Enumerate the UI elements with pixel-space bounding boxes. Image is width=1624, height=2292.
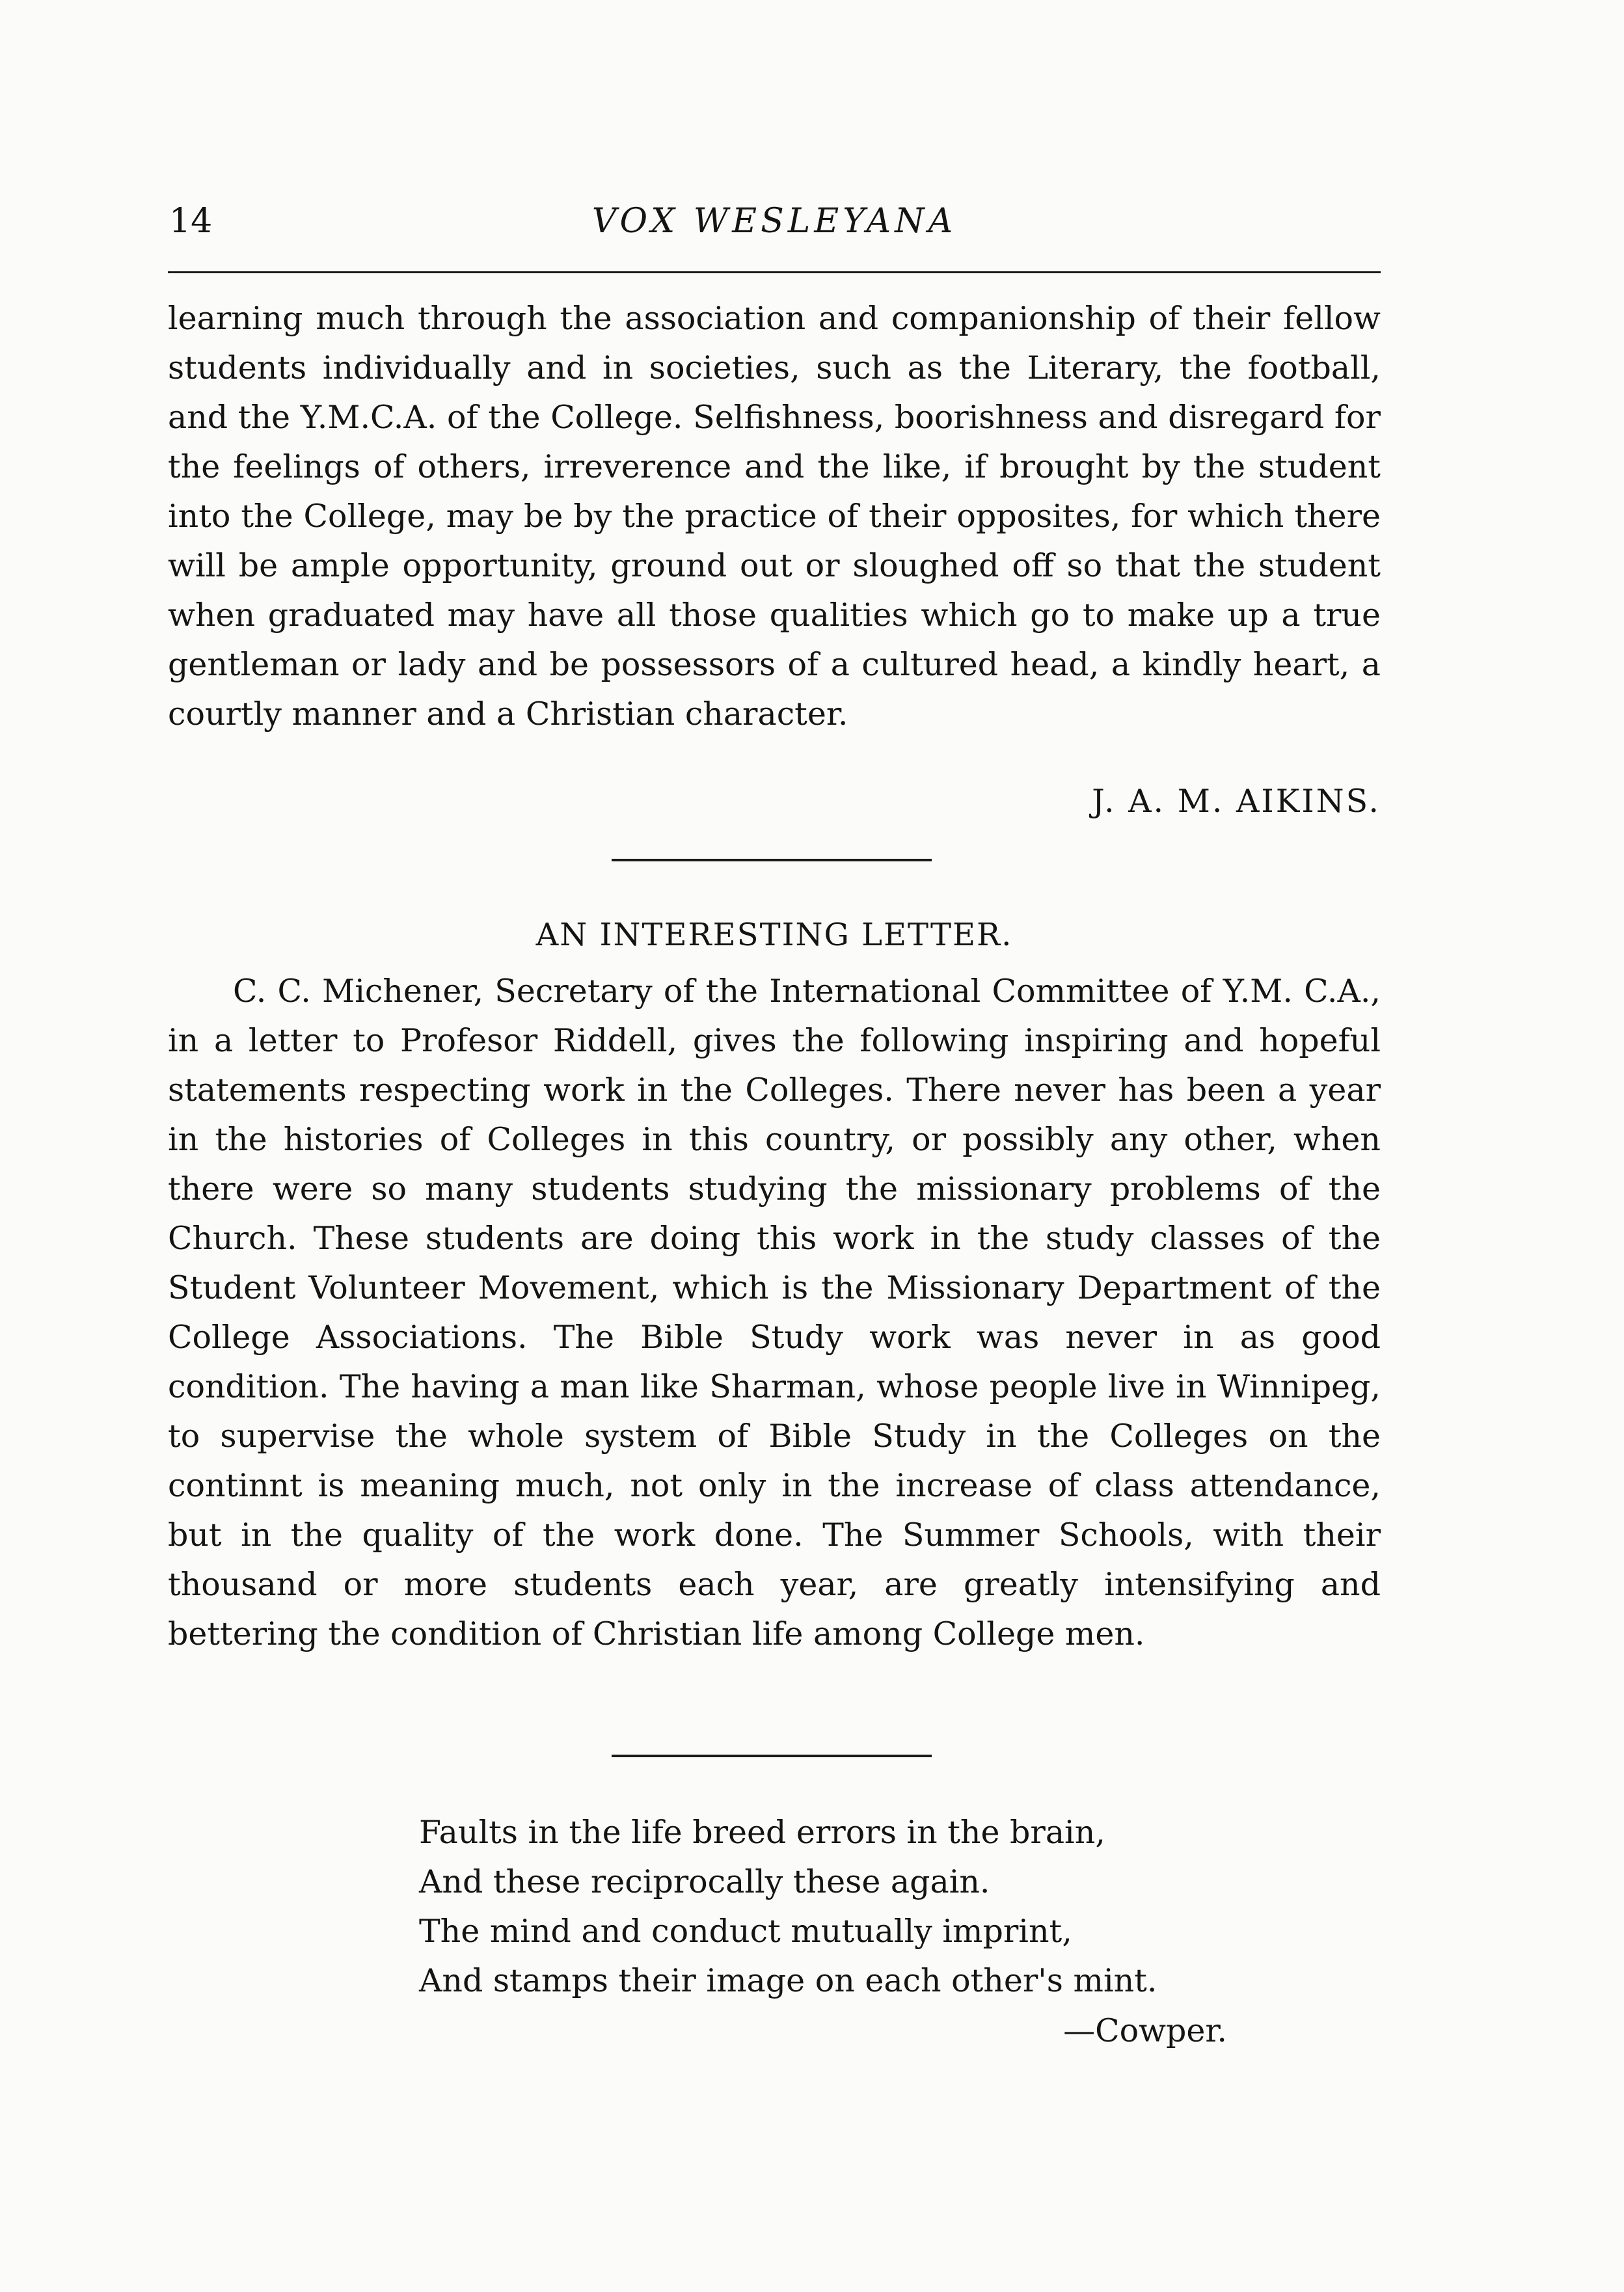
verse-line: And stamps their image on each other's mint.: [419, 1962, 1157, 1999]
article-continuation-paragraph: learning much through the association and companionship of their fellow students individually and in societies, such as the Literary, the football, and the Y.M.C.A. of the College. Selfishness, boorishness and disregard for the feelings of others, irreverence and the like, if brought by the student into the College, may be by the practice of their opposites, for which there will be ample opportunity, ground out or sloughed off so that the student when graduated may have all those qualities which go to make up a true gentleman or lady and be possessors of a cultured head, a kindly heart, a courtly manner and a Christian character.: [168, 300, 1381, 733]
verse-line: Faults in the life breed errors in the brain,: [419, 1814, 1105, 1851]
verse-line: The mind and conduct mutually imprint,: [419, 1913, 1072, 1950]
running-title: VOX WESLEYANA: [591, 202, 957, 241]
section-heading: AN INTERESTING LETTER.: [535, 917, 1013, 953]
author-signature: J. A. M. AIKINS.: [1092, 783, 1381, 820]
verse-quotation: [413, 1808, 1362, 2006]
verse-attribution: —Cowper.: [1063, 2012, 1227, 2049]
letter-paragraph: C. C. Michener, Secretary of the International Committee of Y.M. C.A., in a letter to Profesor Riddell, gives the following inspiring and hopeful statements respecting work in the Colleges. There never has been a year in the histories of Colleges in this country, or possibly any other, when there were so many students studying the missionary problems of the Church. These students are doing this work in the study classes of the Student Volunteer Movement, which is the Missionary Department of the College Associations. The Bible Study work was never in as good condition. The having a man like Sharman, whose people live in Winnipeg, to supervise the whole system of Bible Study in the Colleges on the continnt is meaning much, not only in the increase of class attendance, but in the quality of the work done. The Summer Schools, with their thousand or more students each year, are greatly intensifying and bettering the condition of Christian life among College men.: [168, 973, 1381, 1652]
header-rule: [168, 271, 1381, 273]
section-divider: [612, 1755, 932, 1757]
running-header: [169, 202, 1379, 241]
letter-article: [168, 967, 1381, 1659]
section-divider: [612, 859, 932, 861]
verse-line: And these reciprocally these again.: [419, 1863, 990, 1900]
page-number: 14: [169, 202, 213, 241]
article-continuation: [168, 294, 1381, 739]
